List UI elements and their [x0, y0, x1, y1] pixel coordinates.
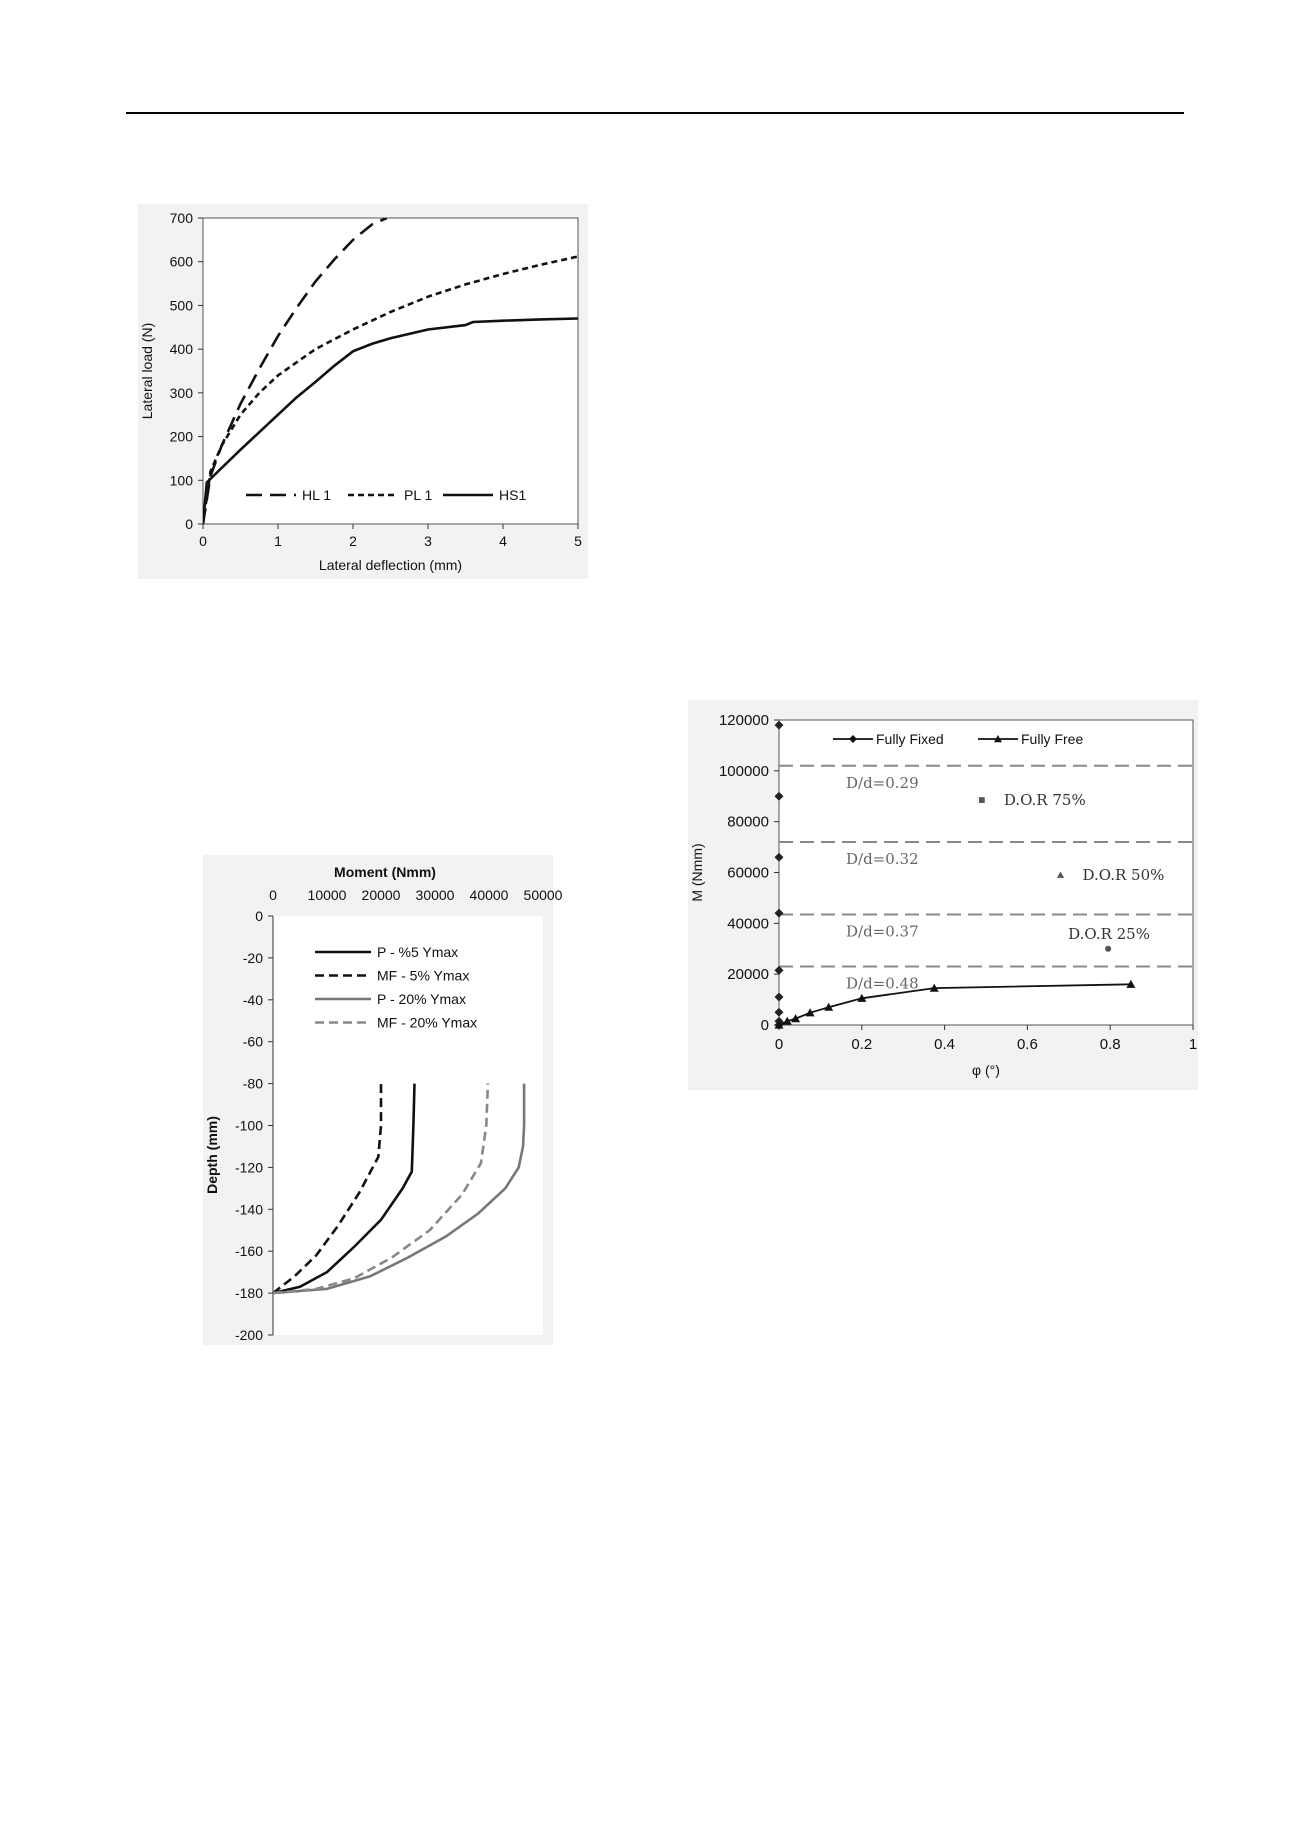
y-tick-label: 80000: [727, 813, 769, 831]
x-tick-label: 1: [1188, 1036, 1198, 1053]
y-axis-label: M (Nmm): [689, 843, 705, 902]
y-tick-label: 200: [169, 428, 193, 445]
x-axis-label: φ (°): [972, 1062, 1000, 1078]
x-tick-label: 20000: [361, 887, 401, 903]
y-tick-label: 600: [169, 253, 193, 270]
x-tick-label: 2: [349, 533, 357, 549]
y-tick-label: 300: [169, 384, 193, 401]
x-tick-label: 0: [269, 887, 277, 903]
y-tick-label: -160: [234, 1243, 263, 1260]
x-tick-label: 40000: [469, 887, 509, 903]
y-tick-label: -180: [234, 1285, 263, 1302]
figure-moment-rotation: [688, 700, 1198, 1090]
load-deflection-chart: [138, 204, 588, 579]
x-tick-label: 50000: [523, 887, 563, 903]
x-tick-label: 0.4: [934, 1036, 956, 1053]
x-axis-label: Moment (Nmm): [334, 864, 436, 880]
legend-label: HS1: [499, 487, 527, 503]
x-tick-label: 1: [274, 533, 282, 549]
y-tick-label: 120000: [718, 712, 769, 729]
plot-area: [203, 218, 578, 524]
legend-label: MF - 5% Ymax: [377, 967, 470, 984]
x-tick-label: 5: [574, 533, 582, 549]
legend-label: PL 1: [404, 487, 433, 503]
legend-label: HL 1: [302, 487, 332, 503]
y-tick-label: -60: [242, 1033, 263, 1050]
y-tick-label: -120: [234, 1159, 263, 1176]
x-tick-label: 10000: [307, 887, 347, 903]
reference-line-label: D/d=0.29: [846, 773, 919, 792]
y-tick-label: 700: [169, 210, 193, 226]
dor-marker: [979, 797, 985, 803]
x-tick-label: 0.2: [851, 1036, 873, 1053]
legend-label: MF - 20% Ymax: [377, 1014, 478, 1031]
x-tick-label: 0.6: [1016, 1036, 1038, 1053]
dor-label: D.O.R 75%: [1003, 791, 1086, 810]
reference-line-label: D/d=0.32: [846, 850, 919, 868]
legend-label: P - 20% Ymax: [377, 991, 466, 1007]
x-tick-label: 4: [499, 533, 507, 549]
x-tick-label: 0: [774, 1036, 784, 1053]
y-tick-label: 0: [255, 908, 263, 924]
y-tick-label: 100: [169, 472, 193, 489]
reference-line-label: D/d=0.48: [846, 974, 919, 993]
x-axis-label: Lateral deflection (mm): [318, 557, 463, 573]
y-axis-label: Lateral load (N): [139, 322, 155, 420]
dor-label: D.O.R 25%: [1068, 924, 1150, 943]
y-tick-label: 20000: [727, 966, 769, 984]
figure-load-deflection: [138, 204, 588, 579]
legend-label: Fully Fixed: [876, 731, 944, 747]
y-tick-label: 60000: [727, 864, 769, 882]
y-tick-label: -20: [242, 949, 263, 966]
y-tick-label: -140: [234, 1201, 263, 1218]
reference-line-label: D/d=0.37: [846, 922, 919, 941]
y-tick-label: 400: [169, 341, 193, 358]
y-axis-label: Depth (mm): [204, 1116, 220, 1194]
moment-rotation-chart: [688, 700, 1198, 1090]
y-tick-label: 40000: [727, 915, 769, 933]
y-tick-label: -100: [234, 1117, 263, 1134]
y-tick-label: 100000: [718, 762, 769, 780]
y-tick-label: -80: [242, 1075, 263, 1092]
dor-label: D.O.R 50%: [1082, 866, 1165, 885]
legend-label: P - %5 Ymax: [377, 944, 459, 960]
y-tick-label: -200: [234, 1327, 263, 1343]
x-tick-label: 0: [199, 533, 207, 549]
dor-marker: [1105, 946, 1111, 952]
x-tick-label: 3: [424, 533, 432, 549]
header-rule: [126, 112, 1184, 114]
y-tick-label: 0: [760, 1017, 769, 1034]
legend-label: Fully Free: [1021, 731, 1084, 747]
figure-moment-depth: [203, 855, 563, 1345]
y-tick-label: 500: [169, 297, 193, 314]
x-tick-label: 30000: [415, 887, 455, 903]
x-tick-label: 0.8: [1099, 1036, 1121, 1053]
y-tick-label: -40: [242, 991, 263, 1008]
y-tick-label: 0: [185, 516, 193, 532]
moment-depth-chart: [203, 855, 563, 1345]
